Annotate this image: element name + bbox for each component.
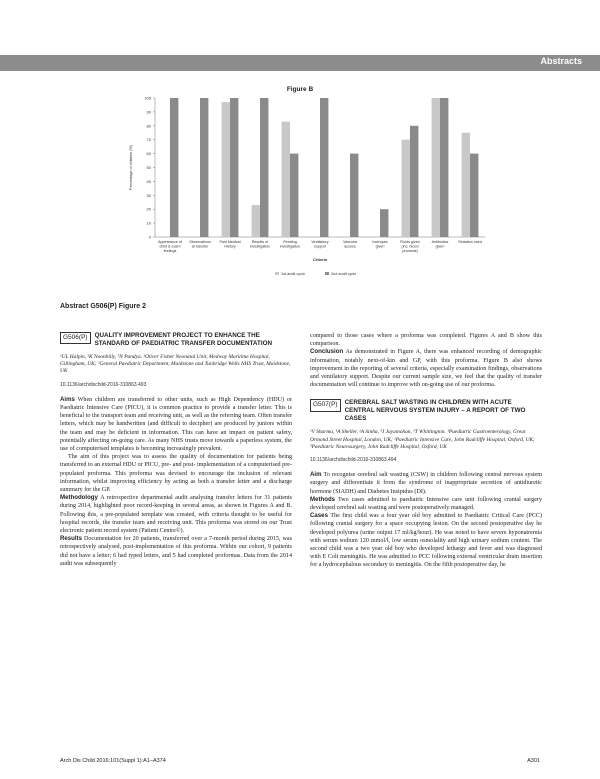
x-tick-label: Pending — [283, 240, 297, 244]
abstract-id: G506(P) — [60, 332, 91, 344]
bar-cycle2 — [410, 126, 418, 237]
right-column — [310, 332, 542, 570]
abstract-id: G507(P) — [310, 399, 341, 411]
aim-text: To recognise cerebral salt wasting (CSW) in children following central nervous system surgery and differentiate it from the syndrome of inappropriate secretion of antidiuretic hormone (SIADH) and Diabetes Insipidus (DI). — [310, 472, 542, 495]
bar-cycle2 — [260, 98, 268, 237]
bar-cycle1 — [252, 205, 260, 237]
bar-cycle1 — [282, 122, 290, 237]
page-number: A301 — [527, 758, 540, 764]
section-title: Abstracts — [540, 56, 582, 66]
bar-cycle2 — [440, 98, 448, 237]
x-tick-label: Vascular — [342, 240, 358, 244]
x-tick-label: child & exam — [159, 244, 181, 249]
bar-cycle2 — [170, 98, 178, 237]
abstract-g506 — [60, 332, 292, 568]
bar-cycle1 — [432, 98, 440, 237]
method-paragraph — [60, 494, 292, 535]
bar-cycle1 — [462, 133, 470, 237]
x-tick-label: History — [224, 244, 236, 249]
x-tick-label: support — [313, 244, 327, 249]
bar-cycle2 — [320, 98, 328, 237]
x-tick-label: Observations — [189, 240, 211, 244]
legend-label: 1st audit cycle — [281, 272, 306, 276]
bar-cycle1 — [222, 102, 230, 237]
bar-chart — [110, 92, 490, 282]
y-tick-label: 100 — [144, 95, 151, 101]
aim2-paragraph: The aim of this project was to assess the quality of documentation for patients being transferred to an external HDU or PICU, pre- and post- implementation of a computerised pre-populated proforma. This proforma was devised to encourage the inclusion of relevant information, whilst improving efficiency by acting as both a transfer letter and a discharge summary for the GP. — [60, 454, 292, 494]
legend-swatch — [325, 272, 329, 275]
x-tick-label: Fluids given — [400, 240, 420, 244]
section-banner — [0, 55, 600, 71]
x-tick-label: findings — [163, 248, 177, 253]
x-tick-label: access — [344, 244, 356, 249]
aims-label: Aims — [60, 395, 75, 403]
legend-swatch — [275, 272, 279, 275]
x-tick-label: Inotropes — [372, 240, 388, 244]
x-tick-label: given — [435, 244, 445, 249]
abstract-authors: ¹V Sharma, ¹A Sheller, ²A Sinha, ³J Jayamohan, ³T Whittington. ¹Paediatric Gastroenterology, Great Ormond Street Hospital, London, UK; ²Paediatric Intensive Care, John Radcliffe Hospital, Oxford, UK; ³Paediatric Neurosurgery, John Radcliffe Hospital, Oxford, UK — [310, 429, 535, 450]
bar-cycle2 — [350, 154, 358, 237]
abstract-doi[interactable]: 10.1136/archdischild-2016-310863.494 — [310, 457, 397, 464]
y-tick-label: 90 — [146, 109, 151, 115]
results-label: Results — [60, 535, 83, 543]
abstract-authors: ¹UL Halpin, ²K Noonbilly, ³N Pandya. ¹Oliver Fisher Neonatal Unit, Medway Maritime Hospital, Gillingham, UK; ²General Paediatric Department, Maidstone and Tunbridge Wells NHS Trust, Maidstone, UK — [60, 354, 291, 375]
y-tick-label: 10 — [146, 220, 151, 226]
x-tick-label: (inc. blood — [401, 244, 419, 249]
methods-text: Two cases admitted to paediatric Intensive care unit following cranial surgery developed cerebral salt wasting and were postoperatively managed. — [310, 496, 542, 512]
x-tick-label: investigation — [249, 244, 271, 249]
bar-cycle1 — [402, 140, 410, 237]
x-axis-label: Criteria — [312, 257, 328, 262]
conclusion-text: As demonstrated in Figure A, there was enhanced recording of demographic information, notably next-of-kin and GP, with this proforma. Figure B also shows improvement in the reporting of several criteria, especially examination findings, observations and ventilatory support. Despite our current sample size, we feel that the quality of transfer documentation will continue to improve with on-going use of our proforma. — [310, 349, 542, 389]
aims-text: When children are transferred to other units, such as High Dependency (HDU) or Paediatric Intensive Care (PICU), it is common practice to provide a transfer letter. This is beneficial to the transport team and receiving unit, as well as the referring team. Often transfer letters, which may be handwritten (and difficult to decipher) are produced by juniors within the team and may be deficient in information. This can have an impact on patient safety, potentially affecting on-going care. As many NHS trusts move towards a paperless system, the use of computerised templates is becoming increasingly prevalent. — [60, 396, 293, 453]
abstract-doi[interactable]: 10.1136/archdischild-2016-310863.493 — [60, 381, 147, 388]
x-tick-label: products) — [402, 248, 418, 253]
y-tick-label: 20 — [146, 206, 151, 212]
x-tick-label: Appearance of — [158, 240, 182, 244]
abstract-title: QUALITY IMPROVEMENT PROJECT TO ENHANCE THE STANDARD OF PAEDIATRIC TRANSFER DOCUMENTATION — [94, 332, 273, 347]
x-tick-label: Results of — [251, 240, 269, 244]
y-tick-label: 80 — [146, 123, 151, 129]
method-label: Methodology — [60, 494, 98, 502]
y-tick-label: 0 — [148, 234, 151, 240]
results-paragraph — [60, 535, 292, 568]
conclusion-paragraph — [310, 348, 542, 389]
results-text: Documentation for 20 patients, transferred over a 7-month period during 2015, was retrospectively analysed, post-implementation of this proforma. Within our cohort, 9 patients did not have a letter; 6 had typed letters, and 5 had completed proformas. Data from the 2014 audit was subsequently — [60, 536, 292, 567]
bar-cycle2 — [200, 98, 208, 237]
x-tick-label: Ventilatory — [311, 240, 329, 244]
bar-cycle2 — [290, 154, 298, 237]
x-tick-label: at transfer — [191, 244, 209, 249]
cases-paragraph — [310, 512, 542, 569]
x-tick-label: investigation — [279, 244, 301, 249]
method-text: A retrospective departmental audit analysing transfer letters for 31 patients during 2014, highlighted poor record-keeping in several areas, as shown in Figures A and B. Following this, a pre-populated template was created, with criteria thought to be useful for hospital records, the transfer team and receiving unit. This proforma was stored on our Trust electronic patient record system (Patient Centre©). — [60, 495, 293, 535]
y-axis-label: Percentage of children (%) — [129, 145, 133, 190]
aims-paragraph — [60, 396, 292, 453]
x-tick-label: Past Medical — [219, 240, 241, 244]
abstract-title: CEREBRAL SALT WASTING IN CHILDREN WITH ACUTE CENTRAL NERVOUS SYSTEM INJURY – A REPORT OF TWO CASES — [344, 399, 526, 423]
results-continued: compared to those cases where a proforma was completed. Figures A and B show this comparison. — [310, 333, 542, 348]
x-tick-label: Sedation used — [458, 240, 482, 244]
y-tick-label: 40 — [146, 178, 151, 184]
cases-text: The first child was a four year old boy admitted to Paediatric Critical Care (PCC) following cranial surgery for a space occupying lesion. On the second postoperative day he developed polyurea (urine output 17 ml/kg/hour). He was noted to have severe hyponatremia with serum sodium 120 mmol/l, low serum osmolality and high urinary sodium content. The second child was a two year old boy who developed lethargy and fever and was diagnosed with E Coli meningitis. He was admitted to PCC following external ventricular drain insertion for a hydrocephalous secondary to meningitis. On the fifth postoperative day, he — [310, 513, 542, 569]
cases-label: Cases — [310, 512, 328, 520]
bar-cycle2 — [380, 209, 388, 237]
methods-label: Methods — [310, 495, 336, 503]
y-tick-label: 50 — [146, 165, 151, 170]
aim-paragraph — [310, 471, 542, 496]
methods-paragraph — [310, 496, 542, 512]
footer-citation: Arch Dis Child 2016;101(Suppl 1):A1–A374 — [60, 758, 166, 764]
bar-cycle2 — [470, 154, 478, 237]
conclusion-label: Conclusion — [310, 348, 344, 356]
y-tick-label: 30 — [146, 192, 151, 198]
legend-label: 2nd audit cycle — [331, 272, 357, 276]
x-tick-label: given — [375, 244, 385, 249]
y-tick-label: 70 — [146, 137, 151, 143]
bar-cycle2 — [230, 98, 238, 237]
y-tick-label: 60 — [146, 151, 151, 157]
chart-title: Figure B — [286, 86, 314, 93]
x-tick-label: Antibiotics — [431, 240, 449, 244]
figure-caption: Abstract G506(P) Figure 2 — [60, 303, 146, 310]
aim-label: Aim — [310, 471, 322, 479]
